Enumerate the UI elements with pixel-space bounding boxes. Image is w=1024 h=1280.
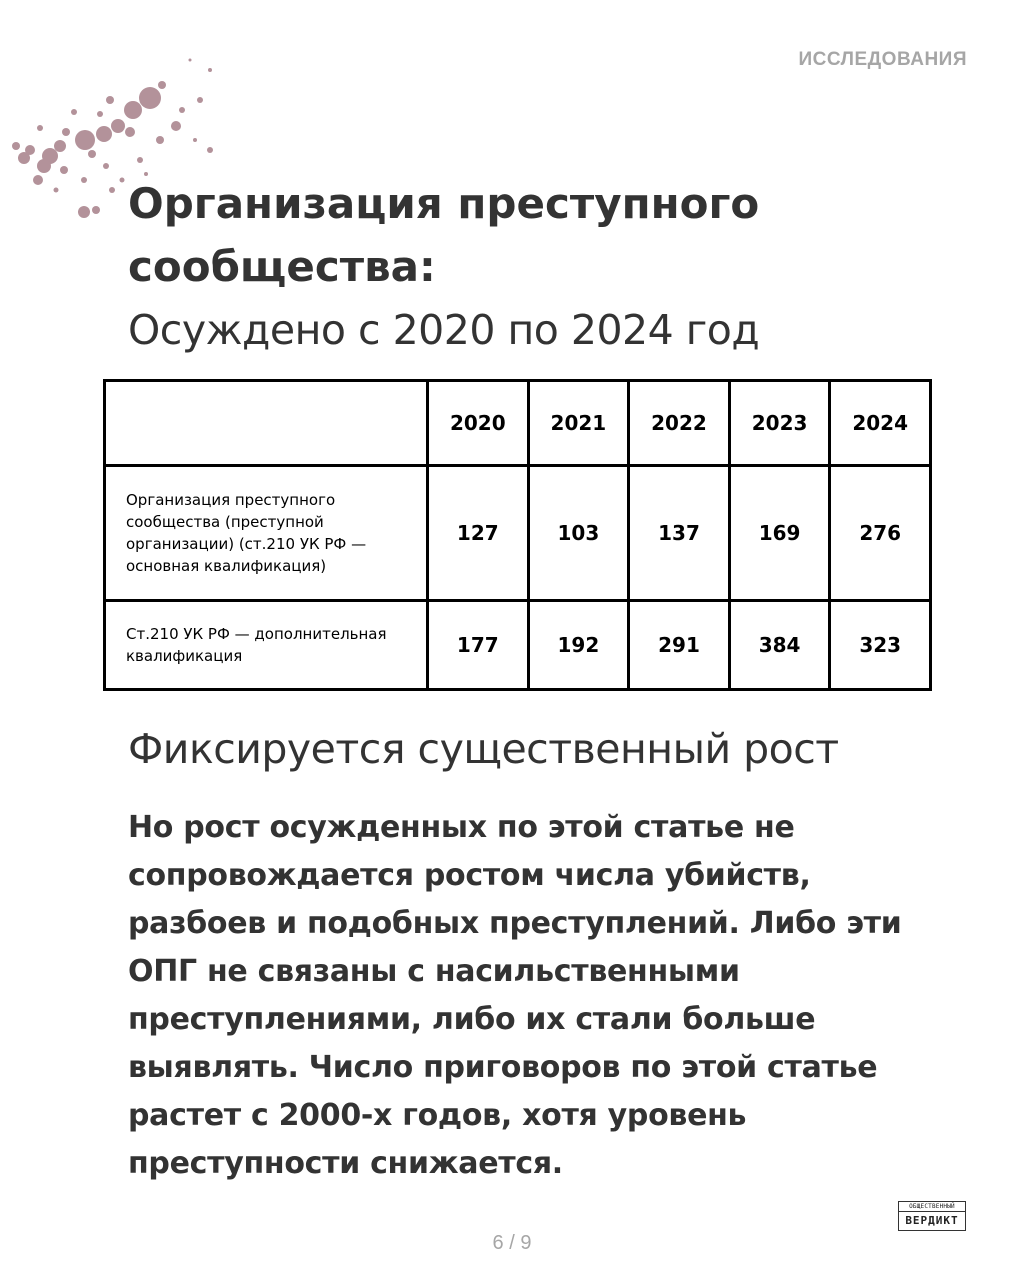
section-tag: ИССЛЕДОВАНИЯ [798,49,967,70]
table-cell: 192 [528,601,629,690]
year-header: 2023 [729,381,830,466]
table-cell: 137 [629,466,730,601]
year-header: 2020 [428,381,529,466]
logo-top-text: ОБЩЕСТВЕННЫЙ [899,1202,965,1212]
row-label: Организация преступного сообщества (преступной организации) (ст.210 УК РФ — основная квалификация) [105,466,428,601]
row-label: Ст.210 УК РФ — дополнительная квалификация [105,601,428,690]
table-cell: 276 [830,466,931,601]
year-header: 2021 [528,381,629,466]
table-cell: 127 [428,466,529,601]
convictions-table [103,379,932,691]
table-row [105,466,931,601]
page-indicator: 6 / 9 [492,1232,532,1254]
table-cell: 169 [729,466,830,601]
table-cell: 384 [729,601,830,690]
page-subtitle: Осуждено с 2020 по 2024 год [128,306,760,354]
publisher-logo [898,1201,966,1231]
table-corner-cell [105,381,428,466]
finding-heading: Фиксируется существенный рост [128,725,839,773]
year-header: 2022 [629,381,730,466]
table-cell: 177 [428,601,529,690]
table-cell: 103 [528,466,629,601]
body-paragraph: Но рост осужденных по этой статье не сопровождается ростом числа убийств, разбоев и подобных преступлений. Либо эти ОПГ не связаны с насильственными преступлениями, либо их стали больше выявлять. Число приговоров по этой статье растет с 2000-х годов, хотя уровень преступности снижается. [128,810,902,1181]
table-header-row [105,381,931,466]
logo-bottom-text: ВЕРДИКТ [905,1214,959,1227]
table-cell: 323 [830,601,931,690]
table-row [105,601,931,690]
page-title: Организация преступного сообщества: [128,179,760,291]
year-header: 2024 [830,381,931,466]
table-cell: 291 [629,601,730,690]
